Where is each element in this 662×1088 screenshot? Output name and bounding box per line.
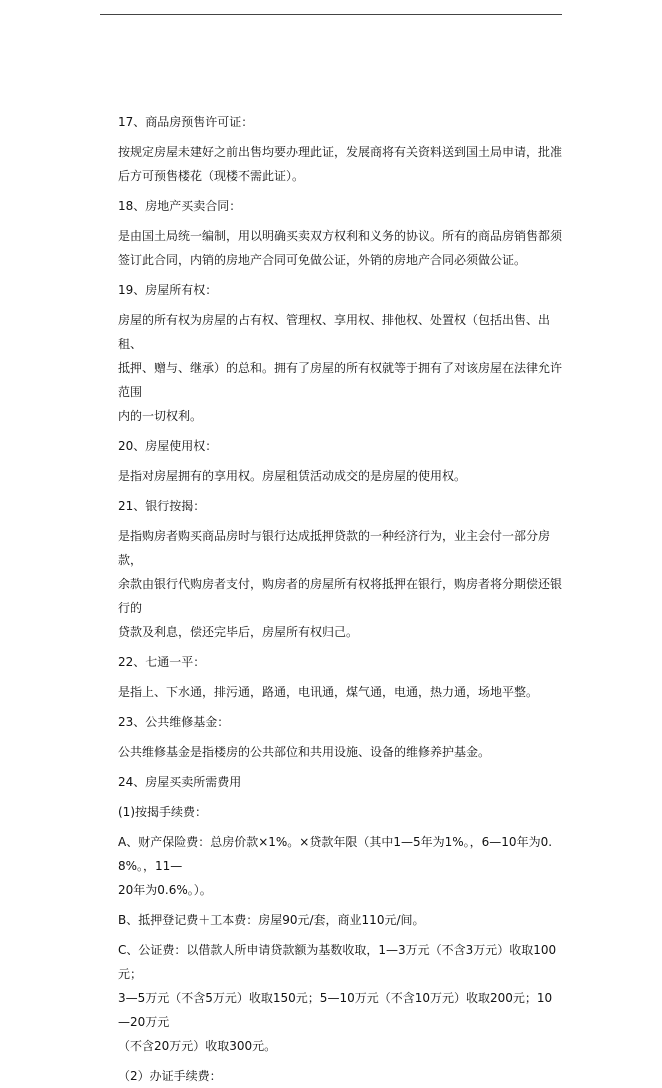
fee-item-line: B、抵押登记费＋工本费：房屋90元/套，商业110元/间。	[118, 913, 425, 927]
section-heading: 23、公共维修基金：	[118, 715, 230, 729]
section-heading: 20、房屋使用权：	[118, 439, 218, 453]
paragraph-line: 房屋的所有权为房屋的占有权、管理权、享用权、排他权、处置权（包括出售、出租、	[118, 313, 551, 351]
paragraph-line: 后方可预售楼花（现楼不需此证）。	[118, 169, 305, 183]
paragraph-line: 抵押、赠与、继承）的总和。拥有了房屋的所有权就等于拥有了对该房屋在法律允许范围	[118, 361, 563, 399]
fee-item-line: C、公证费：以借款人所申请贷款额为基数收取，1—3万元（不含3万元）收取100元；	[118, 943, 557, 981]
paragraph-line: 贷款及利息，偿还完毕后，房屋所有权归己。	[118, 625, 359, 639]
paragraph-line: 余款由银行代购房者支付，购房者的房屋所有权将抵押在银行，购房者将分期偿还银行的	[118, 577, 563, 615]
paragraph-line: 是由国土局统一编制，用以明确买卖双方权利和义务的协议。所有的商品房销售都须	[118, 229, 563, 243]
subsection-heading: (1)按揭手续费：	[118, 805, 207, 819]
document-body	[118, 110, 564, 1088]
fee-item-line: （不含20万元）收取300元。	[118, 1039, 277, 1053]
fee-item-line: 3—5万元（不含5万元）收取150元；5—10万元（不含10万元）收取200元；10—20万元	[118, 991, 553, 1029]
header-rule	[100, 14, 562, 15]
paragraph-line: 公共维修基金是指楼房的公共部位和共用设施、设备的维修养护基金。	[118, 745, 491, 759]
section-heading: 18、房地产买卖合同：	[118, 199, 242, 213]
subsection-heading: （2）办证手续费：	[118, 1069, 222, 1083]
paragraph-line: 内的一切权利。	[118, 409, 203, 423]
section-heading: 21、银行按揭：	[118, 499, 206, 513]
paragraph-line: 是指上、下水通，排污通，路通，电讯通，煤气通，电通，热力通，场地平整。	[118, 685, 539, 699]
fee-item-line: A、财产保险费：总房价款×1%。×贷款年限（其中1—5年为1%。，6—10年为0.8%。，11—	[118, 835, 553, 873]
section-heading: 24、房屋买卖所需费用	[118, 775, 242, 789]
paragraph-line: 按规定房屋未建好之前出售均要办理此证，发展商将有关资料送到国土局申请，批准	[118, 145, 563, 159]
paragraph-line: 是指购房者购买商品房时与银行达成抵押贷款的一种经济行为，业主会付一部分房款，	[118, 529, 551, 567]
section-heading: 17、商品房预售许可证：	[118, 115, 254, 129]
paragraph-line: 签订此合同，内销的房地产合同可免做公证，外销的房地产合同必须做公证。	[118, 253, 527, 267]
section-heading: 19、房屋所有权：	[118, 283, 218, 297]
fee-item-line: 20年为0.6%。）。	[118, 883, 212, 897]
section-heading: 22、七通一平：	[118, 655, 206, 669]
paragraph-line: 是指对房屋拥有的享用权。房屋租赁活动成交的是房屋的使用权。	[118, 469, 467, 483]
